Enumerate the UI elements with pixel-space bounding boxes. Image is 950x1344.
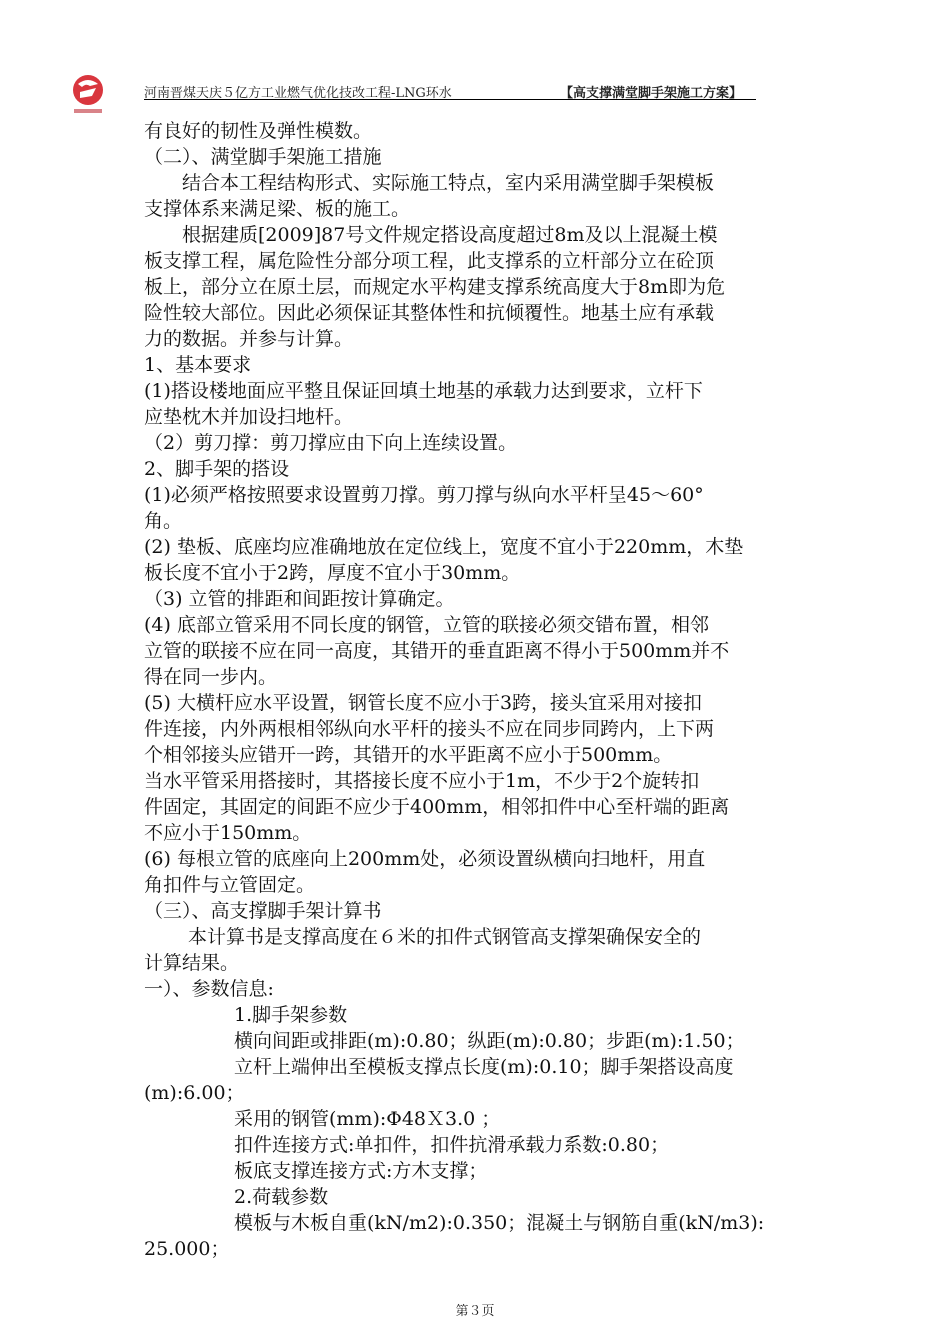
- text-line: 板底支撑连接方式:方木支撑；: [234, 1160, 488, 1182]
- text-line: 1、基本要求: [144, 354, 252, 376]
- text-line: 个相邻接头应错开一跨，其错开的水平距离不应小于500mm。: [144, 744, 673, 766]
- text-line: (5) 大横杆应水平设置，钢管长度不应小于3跨，接头宜采用对接扣: [144, 692, 703, 714]
- document-body: [144, 118, 824, 1262]
- text-line: 2、脚手架的搭设: [144, 458, 290, 480]
- text-line: (6) 每根立管的底座向上200mm处，必须设置纵横向扫地杆，用直: [144, 848, 706, 870]
- header-project-title: 河南晋煤天庆５亿方工业燃气优化技改工程-LNG环水: [144, 86, 452, 101]
- text-line: 立杆上端伸出至模板支撑点长度(m):0.10；脚手架搭设高度: [234, 1056, 734, 1078]
- text-line: (1)搭设楼地面应平整且保证回填土地基的承载力达到要求，立杆下: [144, 380, 703, 402]
- text-line: 2.荷载参数: [234, 1186, 329, 1208]
- text-line: 当水平管采用搭接时，其搭接长度不应小于1m，不少于2个旋转扣: [144, 770, 700, 792]
- text-line: (4) 底部立管采用不同长度的钢管，立管的联接必须交错布置，相邻: [144, 614, 709, 636]
- text-line: 板长度不宜小于2跨，厚度不宜小于30mm。: [144, 562, 521, 584]
- text-line: (1)必须严格按照要求设置剪刀撑。剪刀撑与纵向水平杆呈45～60°: [144, 484, 704, 506]
- text-line: 模板与木板自重(kN/m2):0.350；混凝土与钢筋自重(kN/m3):: [234, 1212, 765, 1234]
- text-line: 力的数据。并参与计算。: [144, 328, 354, 350]
- text-line: 扣件连接方式:单扣件，扣件抗滑承载力系数:0.80；: [234, 1134, 670, 1156]
- text-line: 1.脚手架参数: [234, 1004, 348, 1026]
- text-line: 险性较大部位。因此必须保证其整体性和抗倾覆性。地基土应有承载: [144, 302, 715, 324]
- text-line: 角。: [144, 510, 183, 532]
- text-line: (m):6.00；: [144, 1082, 245, 1104]
- text-line: 结合本工程结构形式、实际施工特点，室内采用满堂脚手架模板: [144, 172, 715, 194]
- text-line: 得在同一步内。: [144, 666, 278, 688]
- text-line: 横向间距或排距(m):0.80；纵距(m):0.80；步距(m):1.50；: [234, 1030, 745, 1052]
- page-header: [144, 82, 764, 100]
- text-line: 件连接，内外两根相邻纵向水平杆的接头不应在同步同跨内，上下两: [144, 718, 715, 740]
- text-line: 板支撑工程，属危险性分部分项工程，此支撑系的立杆部分立在砼顶: [144, 250, 715, 272]
- text-line: 应垫枕木并加设扫地杆。: [144, 406, 354, 428]
- text-line: (2) 垫板、底座均应准确地放在定位线上，宽度不宜小于220mm，木垫: [144, 536, 744, 558]
- text-line: 角扣件与立管固定。: [144, 874, 316, 896]
- text-line: 立管的联接不应在同一高度，其错开的垂直距离不得小于500mm并不: [144, 640, 730, 662]
- header-document-title: 【高支撑满堂脚手架施工方案】: [560, 86, 743, 101]
- text-line: 25.000；: [144, 1238, 230, 1260]
- text-line: 计算结果。: [144, 952, 240, 974]
- text-line: 不应小于150mm。: [144, 822, 312, 844]
- text-line: 采用的钢管(mm):Φ48Ｘ3.0 ；: [234, 1108, 501, 1130]
- text-line: （二）、满堂脚手架施工措施: [144, 146, 382, 168]
- text-line: 件固定，其固定的间距不应少于400mm，相邻扣件中心至杆端的距离: [144, 796, 730, 818]
- text-line: （三）、高支撑脚手架计算书: [144, 900, 382, 922]
- company-logo: [68, 72, 108, 116]
- text-line: 一）、参数信息:: [144, 978, 274, 1000]
- text-line: 本计算书是支撑高度在６米的扣件式钢管高支撑架确保安全的: [144, 926, 702, 948]
- page-footer: [0, 1300, 950, 1319]
- header-divider: [144, 99, 756, 100]
- text-line: （2）剪刀撑：剪刀撑应由下向上连续设置。: [144, 432, 518, 454]
- text-line: 有良好的韧性及弹性模数。: [144, 120, 373, 142]
- page-number: 第３页: [455, 1304, 495, 1319]
- text-line: 板上，部分立在原土层，而规定水平构建支撑系统高度大于8m即为危: [144, 276, 726, 298]
- text-line: 支撑体系来满足梁、板的施工。: [144, 198, 411, 220]
- text-line: （3) 立管的排距和间距按计算确定。: [144, 588, 455, 610]
- text-line: 根据建质[2009]87号文件规定搭设高度超过8m及以上混凝土模: [144, 224, 718, 246]
